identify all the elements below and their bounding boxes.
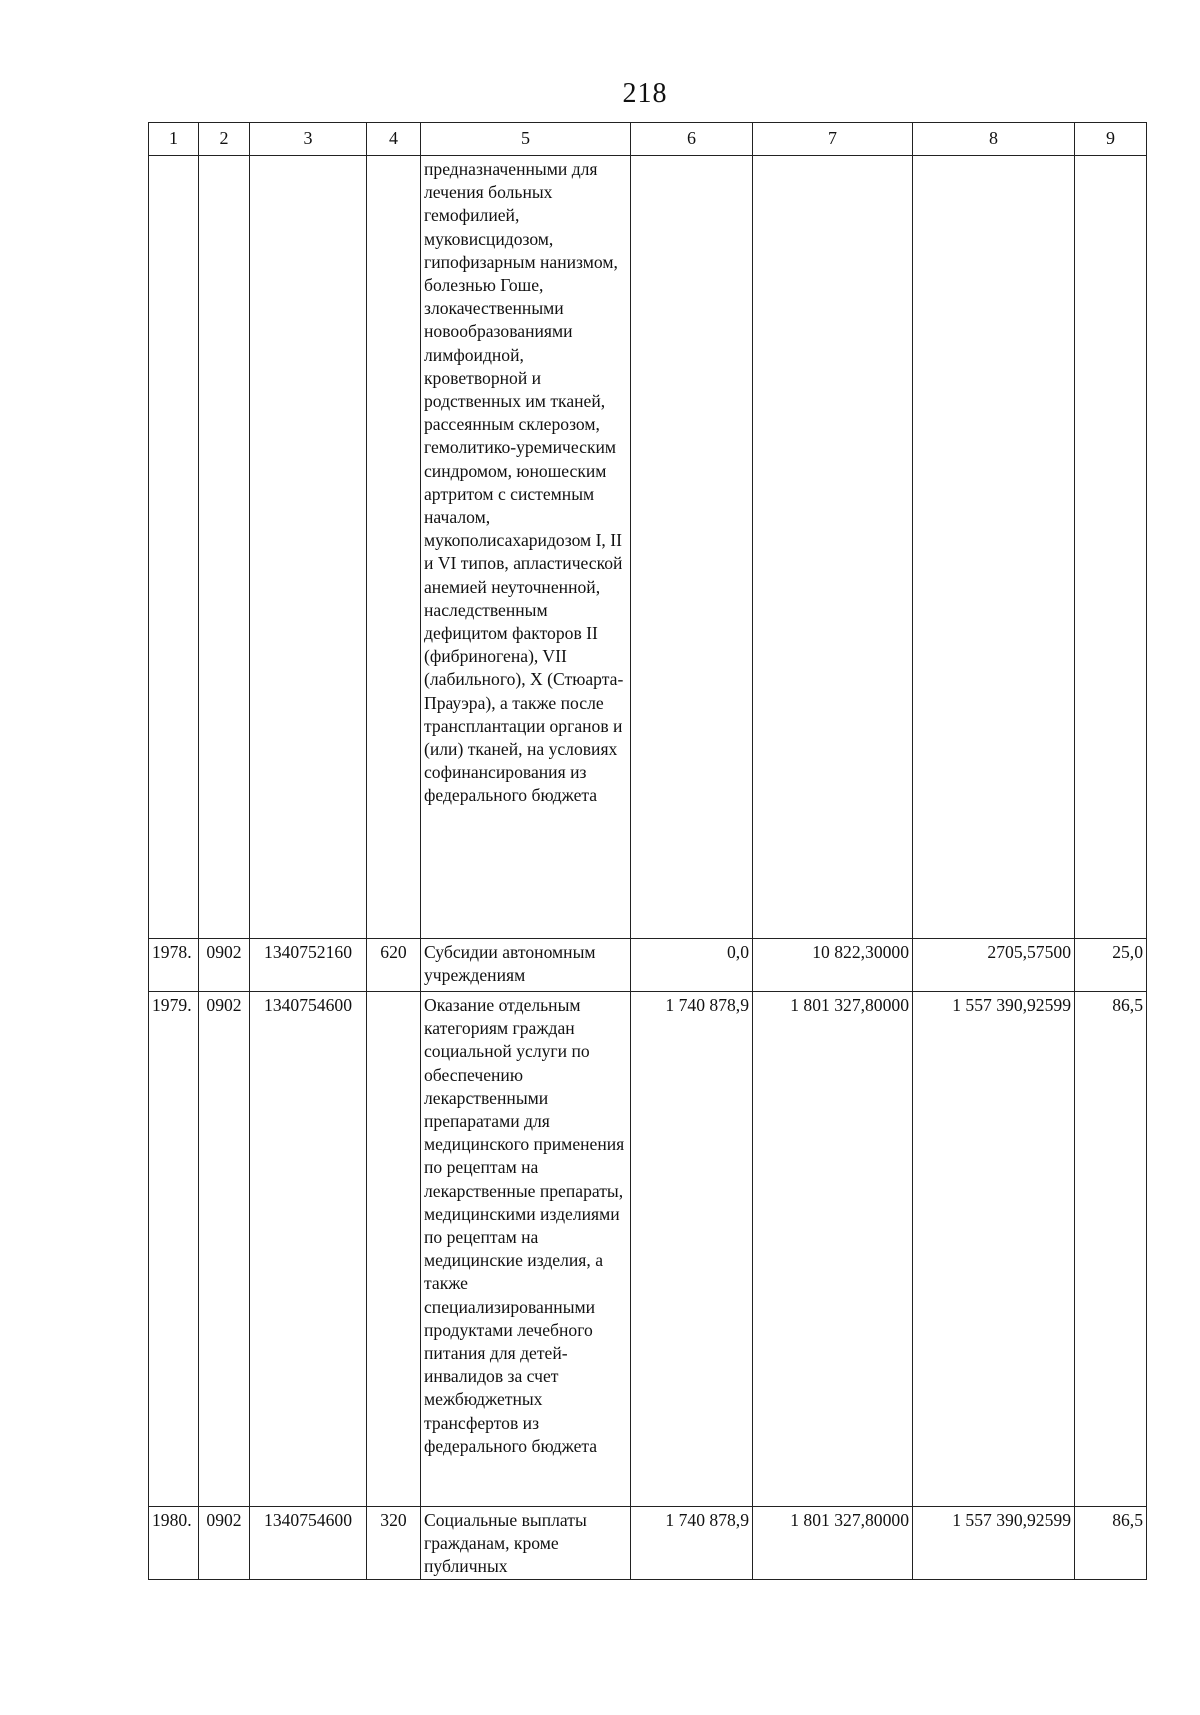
- header-col-9: 9: [1075, 123, 1147, 156]
- value-col-6: 1 740 878,9: [631, 992, 753, 1507]
- header-col-3: 3: [250, 123, 367, 156]
- section-code: 0902: [199, 939, 250, 992]
- table-row-continuation: [149, 156, 1147, 939]
- header-col-7: 7: [753, 123, 913, 156]
- header-col-4: 4: [367, 123, 421, 156]
- target-article-code: 1340754600: [250, 992, 367, 1507]
- header-col-6: 6: [631, 123, 753, 156]
- cell-empty: [149, 156, 199, 939]
- table-row: [149, 992, 1147, 1507]
- header-col-5: 5: [421, 123, 631, 156]
- row-number: 1978.: [149, 939, 199, 992]
- item-name: Субсидии автономным учреждениям: [421, 939, 631, 992]
- page-number: 218: [622, 78, 668, 109]
- value-col-8: 2705,57500: [913, 939, 1075, 992]
- target-article-code: 1340752160: [250, 939, 367, 992]
- table-row: [149, 939, 1147, 992]
- item-name: Оказание отдельным категориям граждан социальной услуги по обеспечению лекарственными препаратами для медицинского применения по рецептам на лекарственные препараты, медицинскими изделиями по рецептам на медицинские изделия, а также специализированными продуктами лечебного питания для детей-инвалидов за счет межбюджетных трансфертов из федерального бюджета: [421, 992, 631, 1507]
- section-code: 0902: [199, 1507, 250, 1580]
- cell-empty: [199, 156, 250, 939]
- continuation-text: предназначенными для лечения больных гемофилией, муковисцидозом, гипофизарным нанизмом, болезнью Гоше, злокачественными новообразованиями лимфоидной, кроветворной и родственных им тканей, рассеянным склерозом, гемолитико-уремическим синдромом, юношеским артритом с системным началом, мукополисахаридозом I, II и VI типов, апластической анемией неуточненной, наследственным дефицитом факторов II (фибриногена), VII (лабильного), X (Стюарта-Прауэра), а также после трансплантации органов и (или) тканей, на условиях софинансирования из федерального бюджета: [421, 156, 631, 939]
- value-col-8: 1 557 390,92599: [913, 992, 1075, 1507]
- value-col-6: 0,0: [631, 939, 753, 992]
- expense-type-code: 320: [367, 1507, 421, 1580]
- header-col-1: 1: [149, 123, 199, 156]
- cell-empty: [631, 156, 753, 939]
- table-row: [149, 1507, 1147, 1580]
- value-col-7: 1 801 327,80000: [753, 1507, 913, 1580]
- item-name: Социальные выплаты гражданам, кроме публичных: [421, 1507, 631, 1580]
- cell-empty: [1075, 156, 1147, 939]
- cell-empty: [367, 156, 421, 939]
- row-number: 1979.: [149, 992, 199, 1507]
- expense-type-code: [367, 992, 421, 1507]
- target-article-code: 1340754600: [250, 1507, 367, 1580]
- value-col-7: 1 801 327,80000: [753, 992, 913, 1507]
- value-col-6: 1 740 878,9: [631, 1507, 753, 1580]
- header-col-2: 2: [199, 123, 250, 156]
- expense-type-code: 620: [367, 939, 421, 992]
- value-col-9: 86,5: [1075, 1507, 1147, 1580]
- value-col-7: 10 822,30000: [753, 939, 913, 992]
- header-col-8: 8: [913, 123, 1075, 156]
- table-header-row: [149, 123, 1147, 156]
- cell-empty: [913, 156, 1075, 939]
- row-number: 1980.: [149, 1507, 199, 1580]
- value-col-9: 25,0: [1075, 939, 1147, 992]
- value-col-8: 1 557 390,92599: [913, 1507, 1075, 1580]
- cell-empty: [250, 156, 367, 939]
- budget-table: [148, 122, 1147, 1580]
- cell-empty: [753, 156, 913, 939]
- value-col-9: 86,5: [1075, 992, 1147, 1507]
- section-code: 0902: [199, 992, 250, 1507]
